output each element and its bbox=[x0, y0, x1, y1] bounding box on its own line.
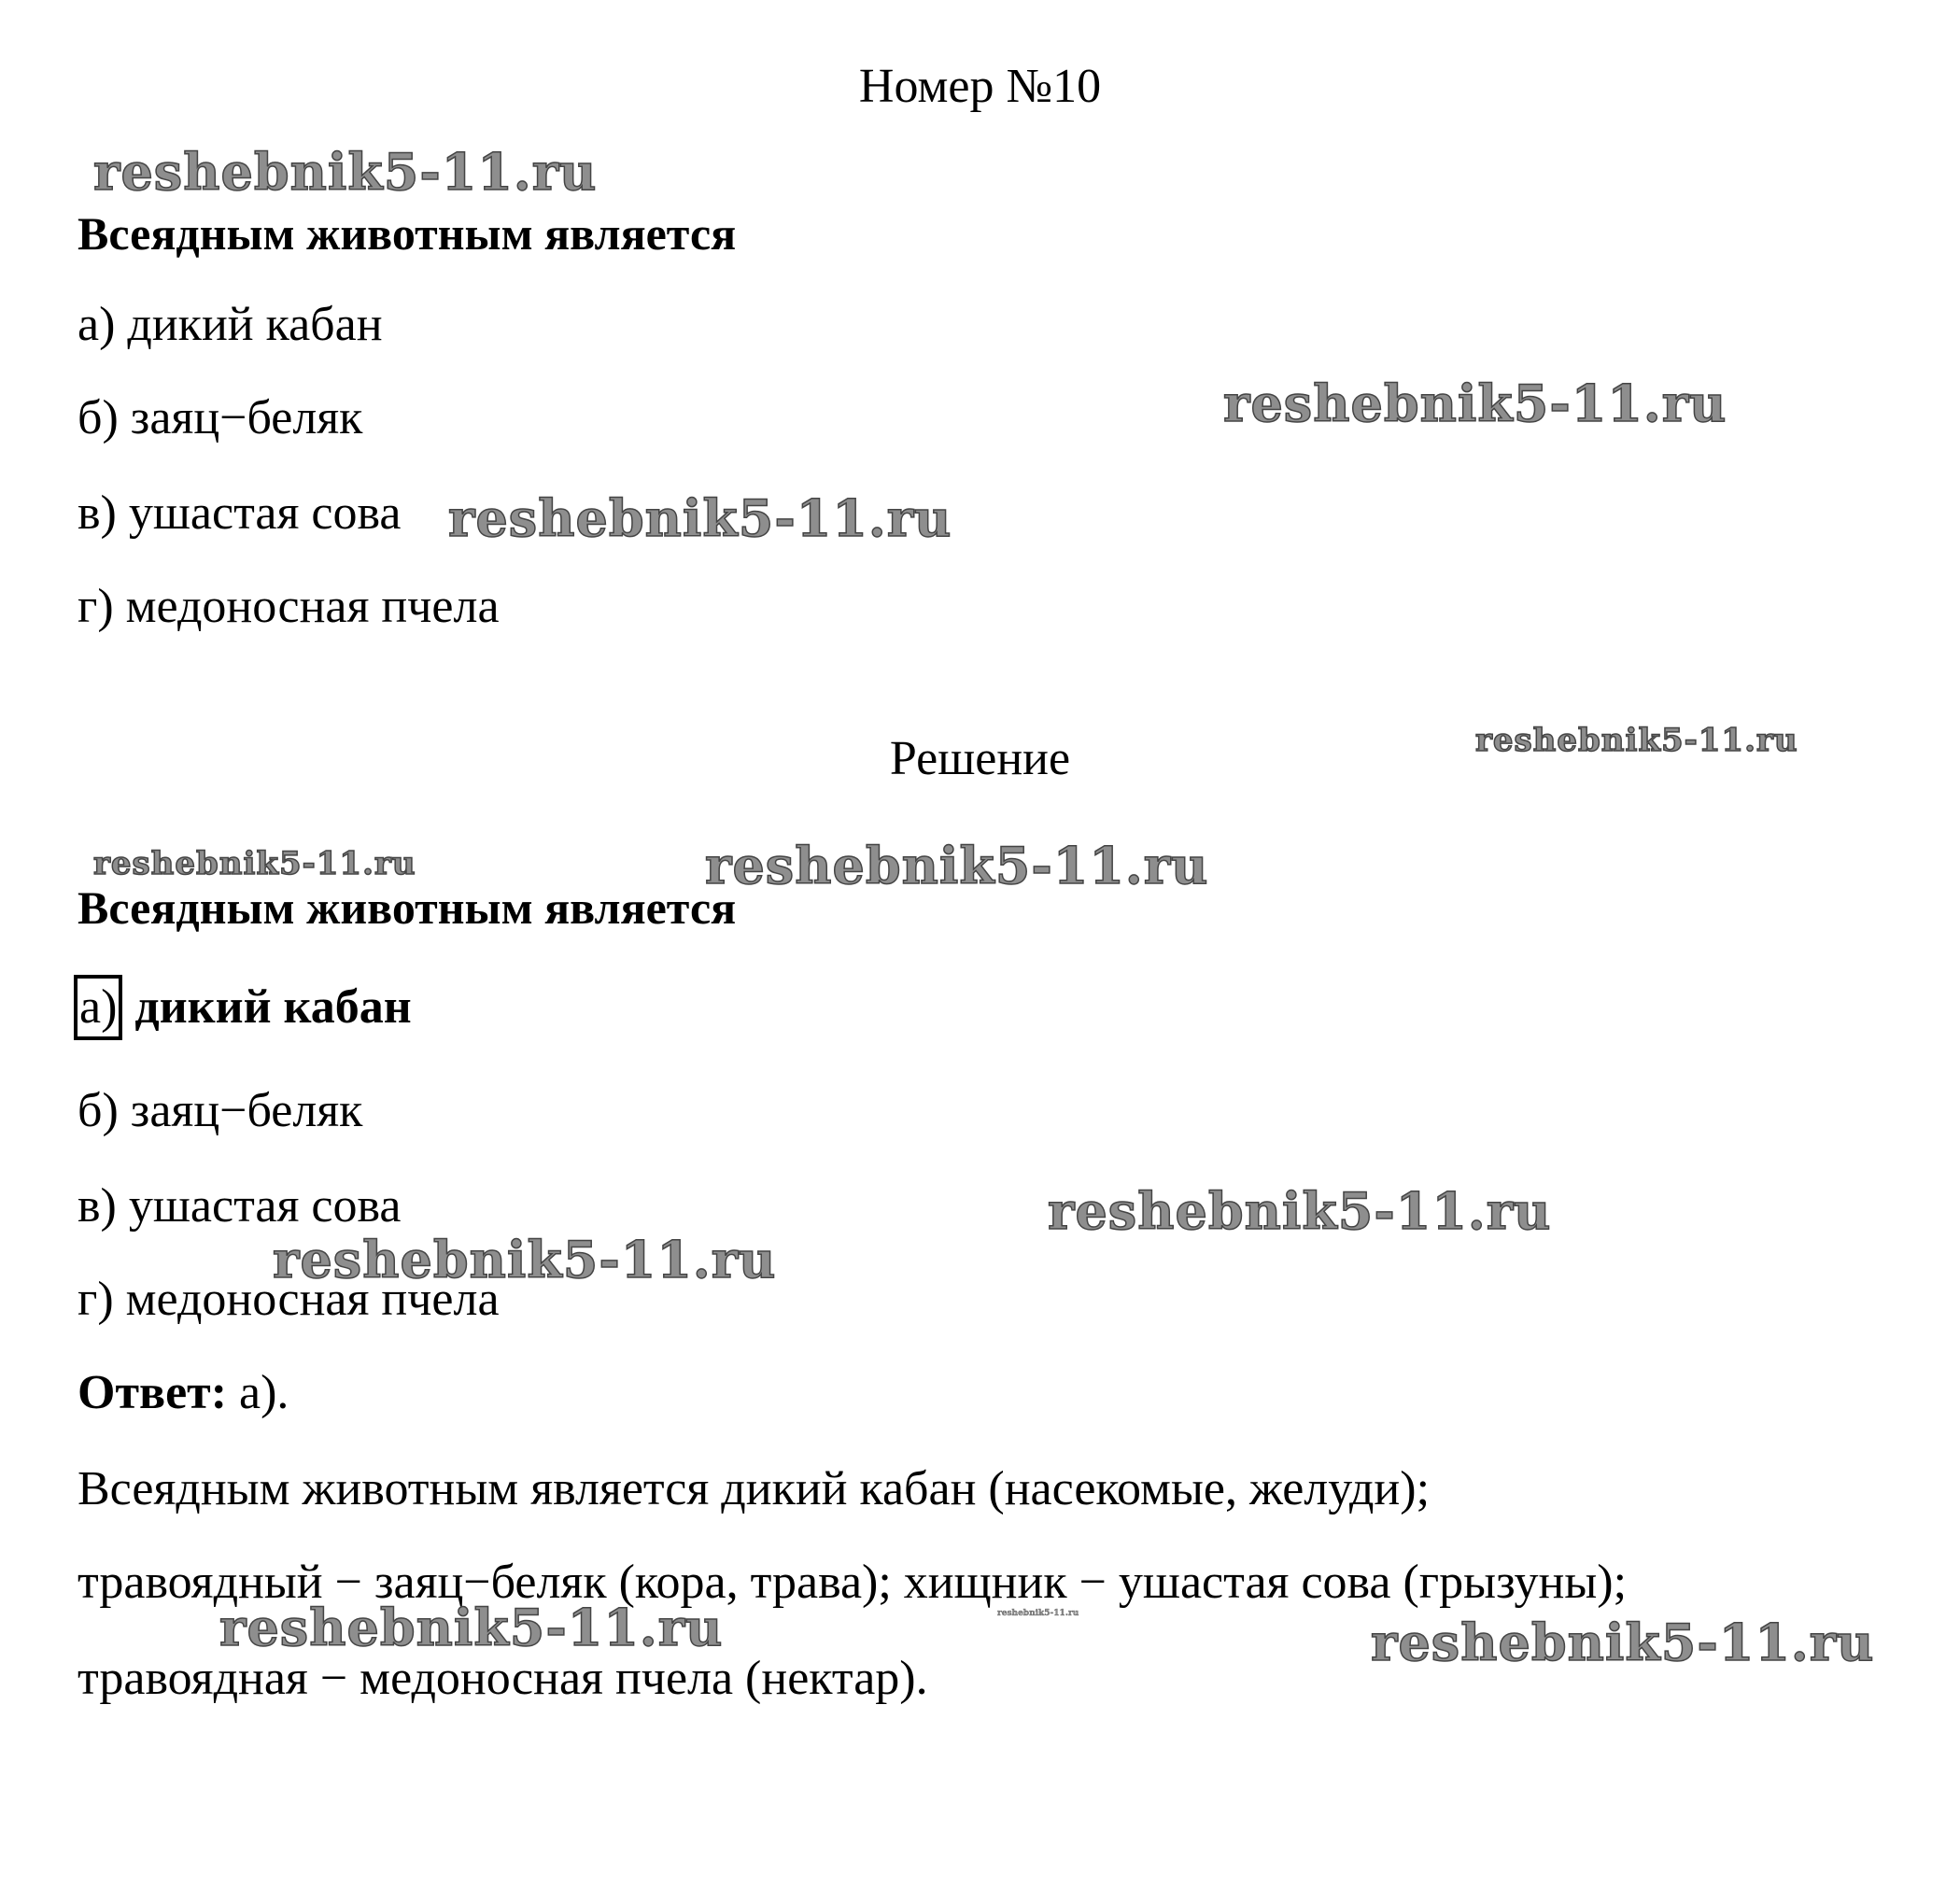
solution-title: Решение bbox=[889, 732, 1071, 785]
solution-question: Всеядным животным является bbox=[78, 881, 737, 934]
watermark: reshebnik5-11.ru bbox=[1475, 722, 1798, 759]
watermark: reshebnik5-11.ru bbox=[93, 142, 598, 202]
explanation-line-1: Всеядным животным является дикий кабан (насекомые, желуди); bbox=[78, 1462, 1431, 1515]
task-option-d: г) медоносная пчела bbox=[78, 580, 500, 633]
watermark: reshebnik5-11.ru bbox=[997, 1609, 1079, 1618]
solution-option-c: в) ушастая сова bbox=[78, 1179, 402, 1233]
watermark: reshebnik5-11.ru bbox=[273, 1230, 777, 1289]
task-option-c: в) ушастая сова bbox=[78, 486, 402, 540]
watermark: reshebnik5-11.ru bbox=[1371, 1613, 1875, 1672]
solution-option-b: б) заяц−беляк bbox=[78, 1084, 363, 1137]
watermark: reshebnik5-11.ru bbox=[1048, 1181, 1552, 1241]
selected-option-marker: а) bbox=[74, 975, 122, 1040]
answer-line bbox=[78, 1365, 289, 1421]
answer-value: а). bbox=[227, 1366, 289, 1419]
watermark: reshebnik5-11.ru bbox=[448, 488, 952, 548]
solution-selected-option bbox=[78, 975, 412, 1040]
watermark: reshebnik5-11.ru bbox=[1223, 373, 1727, 433]
task-option-b: б) заяц−беляк bbox=[78, 391, 363, 444]
task-question: Всеядным животным является bbox=[78, 207, 737, 260]
watermark: reshebnik5-11.ru bbox=[93, 845, 416, 882]
watermark: reshebnik5-11.ru bbox=[705, 836, 1209, 895]
watermark: reshebnik5-11.ru bbox=[219, 1598, 724, 1657]
task-title: Номер №10 bbox=[858, 60, 1102, 113]
explanation-line-3: травоядная − медоносная пчела (нектар). bbox=[78, 1652, 928, 1705]
task-option-a: а) дикий кабан bbox=[78, 298, 383, 351]
answer-label: Ответ: bbox=[78, 1366, 228, 1419]
selected-option-text: дикий кабан bbox=[122, 980, 412, 1034]
explanation-line-2: травоядный − заяц−беляк (кора, трава); хищник − ушастая сова (грызуны); bbox=[78, 1556, 1628, 1609]
solution-option-d: г) медоносная пчела bbox=[78, 1273, 500, 1326]
